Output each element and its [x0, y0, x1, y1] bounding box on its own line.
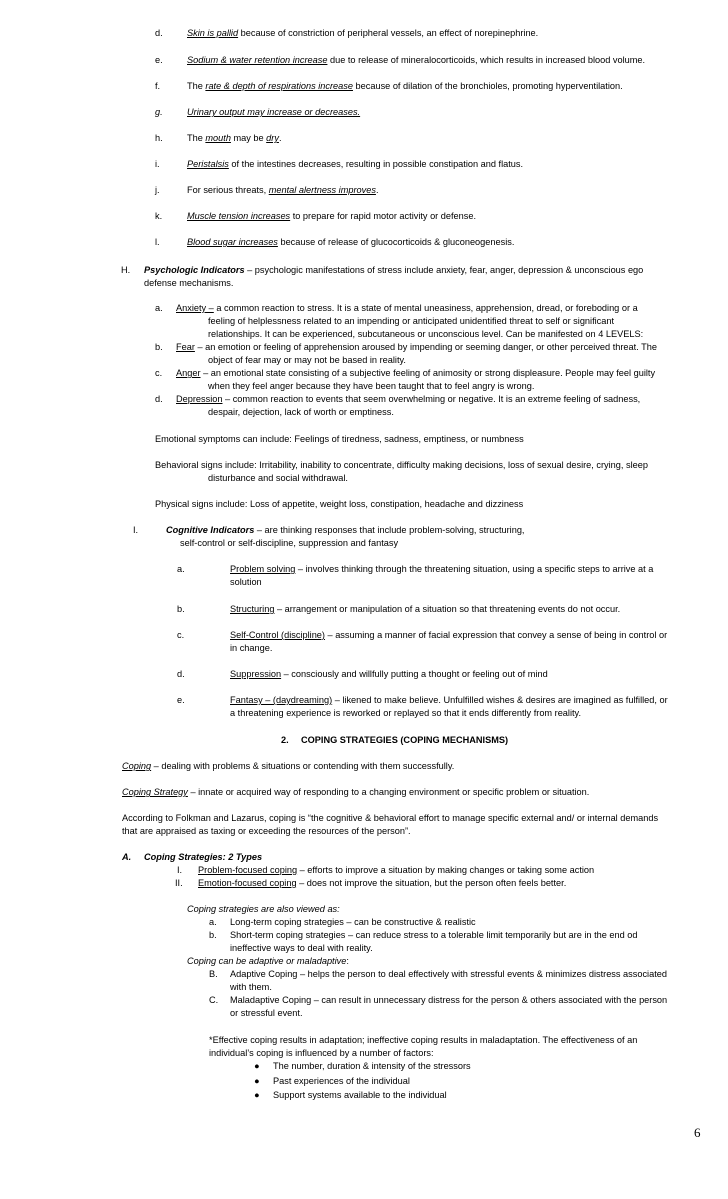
list-item: Maladaptive Coping – can result in unnecessary distress for the person & others associated with the person [230, 995, 668, 1005]
list-marker: d. [155, 394, 163, 404]
list-marker: b. [155, 342, 163, 352]
list-marker: g. [155, 107, 163, 117]
coping-definition: Coping – dealing with problems & situations or contending with them successfully. [122, 761, 455, 771]
list-item-cont: in change. [230, 643, 273, 653]
list-marker: a. [177, 564, 185, 574]
list-marker: e. [177, 695, 185, 705]
list-marker: a. [155, 303, 163, 313]
list-item: Adaptive Coping – helps the person to deal effectively with stressful events & minimizes distress associated [230, 969, 667, 979]
folkman-quote-cont: that are appraised as taxing or exceeding the resources of the person”. [122, 826, 411, 836]
list-item: Peristalsis of the intestines decreases, resulting in possible constipation and flatus. [187, 159, 524, 169]
list-item-cont: solution [230, 577, 262, 587]
viewed-as-heading: Coping strategies are also viewed as: [187, 904, 340, 914]
section-marker: A. [122, 852, 132, 862]
list-item: Problem solving – involves thinking through the threatening situation, using a specific steps to arrive at a [230, 564, 654, 574]
list-item-cont: relationships. It can be experienced, subcutaneous or unconscious level. Can be manifested on 4 LEVELS: [208, 329, 644, 339]
physical-signs: Physical signs include: Loss of appetite, weight loss, constipation, headache and dizziness [155, 499, 524, 509]
section-title: COPING STRATEGIES (COPING MECHANISMS) [301, 735, 509, 745]
list-item-cont: or stressful event. [230, 1008, 303, 1018]
list-marker: i. [155, 159, 160, 169]
list-item: Urinary output may increase or decreases. [187, 107, 361, 117]
emotional-symptoms: Emotional symptoms can include: Feelings of tiredness, sadness, emptiness, or numbness [155, 434, 524, 444]
list-item: Anger – an emotional state consisting of a subjective feeling of animosity or strong displeasure. People may feel guilty [176, 368, 656, 378]
list-item: The mouth may be dry. [187, 133, 282, 143]
list-marker: c. [155, 368, 163, 378]
section-heading: Psychologic Indicators – psychologic manifestations of stress include anxiety, fear, anger, depression & unconscious ego [144, 265, 644, 275]
list-item: Suppression – consciously and willfully putting a thought or feeling out of mind [230, 669, 548, 679]
list-marker: a. [209, 917, 217, 927]
adaptive-heading: Coping can be adaptive or maladaptive: [187, 956, 349, 966]
list-marker: e. [155, 55, 163, 65]
bullet-icon: ● [254, 1076, 260, 1086]
section-number: 2. [281, 735, 289, 745]
list-marker: C. [209, 995, 219, 1005]
list-marker: B. [209, 969, 218, 979]
section-heading-cont: self-control or self-discipline, suppression and fantasy [180, 538, 399, 548]
list-item-cont: despair, dejection, lack of worth or emptiness. [208, 407, 394, 417]
list-item: Depression – common reaction to events that seem overwhelming or negative. It is an extreme feeling of sadness, [176, 394, 641, 404]
list-item: Short-term coping strategies – can reduce stress to a tolerable limit temporarily but are in the end od [230, 930, 638, 940]
list-item-cont: with them. [230, 982, 272, 992]
type-marker: II. [175, 878, 183, 888]
folkman-quote: According to Folkman and Lazarus, coping is “the cognitive & behavioral effort to manage specific external and/ or internal demands [122, 813, 659, 823]
list-item: Anxiety – a common reaction to stress. It is a state of mental uneasiness, apprehension, dread, or foreboding or a [176, 303, 638, 313]
page-number: 6 [694, 1125, 701, 1140]
list-item: The rate & depth of respirations increase because of dilation of the bronchioles, promoting hyperventilation. [187, 81, 623, 91]
section-marker: H. [121, 265, 131, 275]
factor-item: Past experiences of the individual [273, 1076, 410, 1086]
factor-item: Support systems available to the individual [273, 1090, 447, 1100]
list-item: Fantasy – (daydreaming) – likened to make believe. Unfulfilled wishes & desires are imagined as fulfilled, or [230, 695, 668, 705]
coping-strategy-definition: Coping Strategy – innate or acquired way of responding to a changing environment or specific problem or situation. [122, 787, 590, 797]
list-item: Long-term coping strategies – can be constructive & realistic [230, 917, 476, 927]
list-item-cont: object of fear may or may not be based in reality. [208, 355, 406, 365]
effective-coping-note: *Effective coping results in adaptation; ineffective coping results in maladaptation. The effectiveness of an [209, 1035, 638, 1045]
list-marker: d. [155, 28, 163, 38]
section-heading: Cognitive Indicators – are thinking responses that include problem-solving, structuring, [166, 525, 525, 535]
behavioral-signs: Behavioral signs include: Irritability, inability to concentrate, difficulty making decisions, loss of sexual desire, crying, sleep [155, 460, 648, 470]
list-item: Muscle tension increases to prepare for rapid motor activity or defense. [187, 211, 477, 221]
list-item: Structuring – arrangement or manipulation of a situation so that threatening events do not occur. [230, 604, 621, 614]
factor-item: The number, duration & intensity of the stressors [273, 1061, 471, 1071]
list-marker: c. [177, 630, 185, 640]
list-marker: d. [177, 669, 185, 679]
list-item: Skin is pallid because of constriction of peripheral vessels, an effect of norepinephrine. [187, 28, 539, 38]
list-item: Blood sugar increases because of release of glucocorticoids & gluconeogenesis. [187, 237, 515, 247]
type-item: Emotion-focused coping – does not improve the situation, but the person often feels better. [198, 878, 567, 888]
section-heading: Coping Strategies: 2 Types [144, 852, 263, 862]
list-item: Sodium & water retention increase due to release of mineralocorticoids, which results in increased blood volume. [187, 55, 646, 65]
list-marker: b. [209, 930, 217, 940]
section-marker: I. [133, 525, 139, 535]
section-heading-cont: defense mechanisms. [144, 278, 234, 288]
list-item: For serious threats, mental alertness improves. [187, 185, 379, 195]
list-item-cont: when they feel anger because they have been taught that to feel angry is wrong. [208, 381, 535, 391]
behavioral-signs-cont: disturbance and social withdrawal. [208, 473, 348, 483]
list-marker: b. [177, 604, 185, 614]
list-marker: h. [155, 133, 163, 143]
list-marker: l. [155, 237, 160, 247]
type-marker: I. [177, 865, 183, 875]
list-marker: f. [155, 81, 161, 91]
list-marker: j. [155, 185, 160, 195]
bullet-icon: ● [254, 1090, 260, 1100]
type-item: Problem-focused coping – efforts to improve a situation by making changes or taking some action [198, 865, 595, 875]
list-item: Fear – an emotion or feeling of apprehension aroused by impending or seeming danger, or other perceived threat. The [176, 342, 657, 352]
list-item-cont: feeling of helplessness related to an impending or anticipated unidentified threat to self or significant [208, 316, 615, 326]
effective-coping-note-cont: individual’s coping is influenced by a number of factors: [209, 1048, 434, 1058]
list-marker: k. [155, 211, 163, 221]
list-item-cont: ineffective ways to deal with reality. [230, 943, 373, 953]
bullet-icon: ● [254, 1061, 260, 1071]
list-item: Self-Control (discipline) – assuming a manner of facial expression that convey a sense of being in control or [230, 630, 668, 640]
list-item-cont: a threatening experience is reworked or replayed so that it ends differently from reality. [230, 708, 582, 718]
